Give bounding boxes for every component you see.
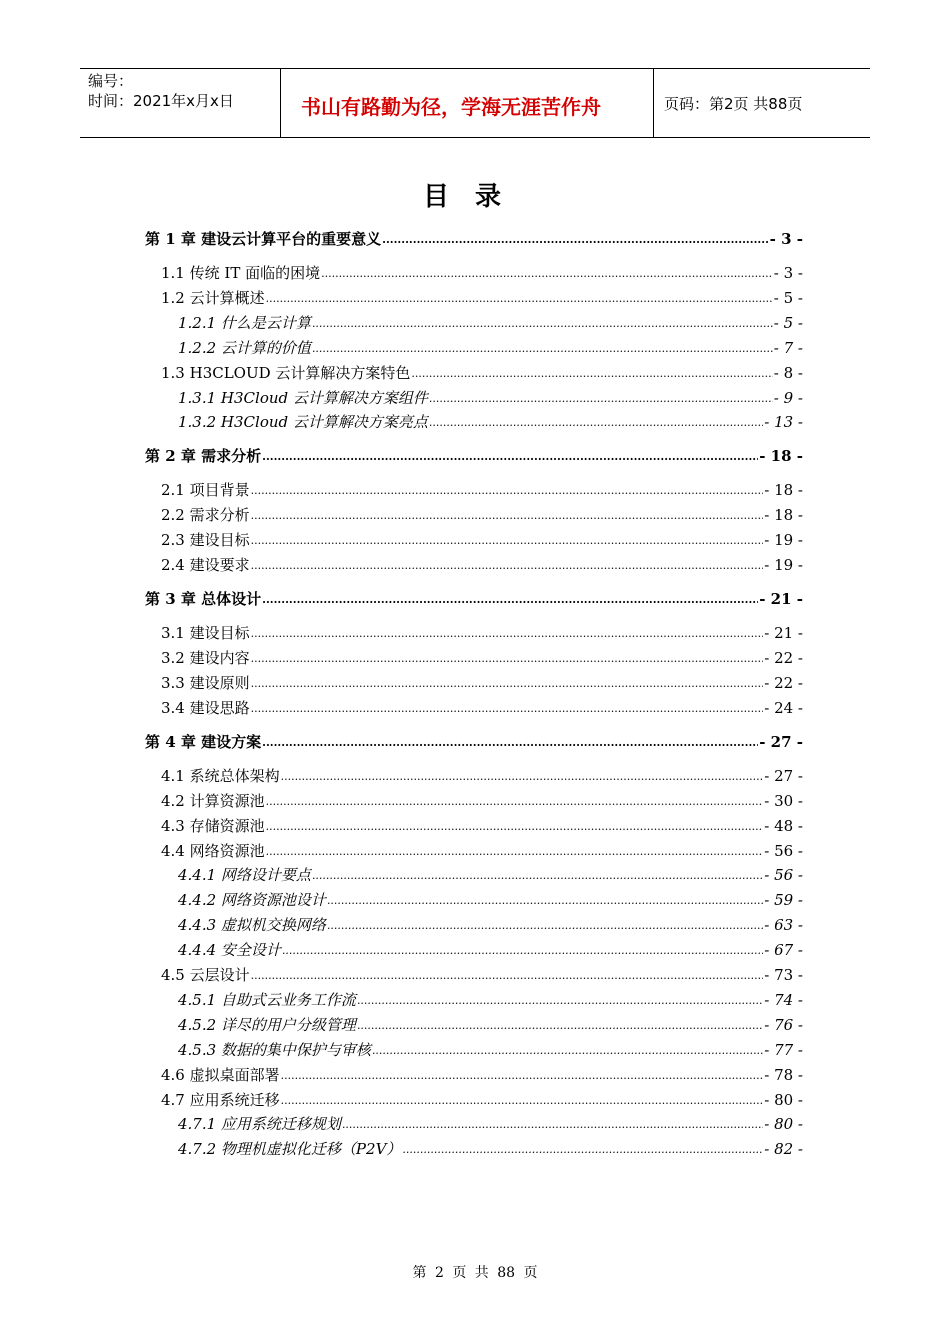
toc-subsection-entry[interactable] bbox=[178, 865, 803, 885]
toc-leader-dots bbox=[411, 362, 772, 384]
toc-entry-page: - 5 - bbox=[773, 313, 803, 332]
toc-section-entry[interactable] bbox=[161, 363, 803, 383]
toc-entry-page: - 80 - bbox=[764, 1090, 803, 1109]
page-footer bbox=[0, 1262, 950, 1282]
toc-section-entry[interactable] bbox=[161, 530, 803, 550]
toc-entry-title: 4.4.1 网络设计要点 bbox=[178, 866, 311, 885]
page-header bbox=[80, 68, 870, 138]
toc-entry-title: 3.2 建设内容 bbox=[161, 649, 250, 667]
toc-leader-dots bbox=[327, 889, 763, 911]
toc-entry-page: - 74 - bbox=[764, 990, 803, 1009]
toc-leader-dots bbox=[262, 445, 758, 467]
toc-leader-dots bbox=[251, 647, 764, 669]
toc-entry-page: - 22 - bbox=[764, 649, 803, 667]
toc-subsection-entry[interactable] bbox=[178, 1114, 803, 1134]
toc-leader-dots bbox=[281, 765, 764, 787]
toc-entry-page: - 63 - bbox=[764, 916, 803, 935]
toc-section-entry[interactable] bbox=[161, 766, 803, 786]
toc-leader-dots bbox=[342, 1113, 763, 1135]
toc-leader-dots bbox=[266, 790, 764, 812]
toc-leader-dots bbox=[251, 554, 764, 576]
toc-entry-title: 3.3 建设原则 bbox=[161, 673, 250, 692]
toc-leader-dots bbox=[312, 337, 773, 359]
header-motto: 书山有路勤为径，学海无涯苦作舟 bbox=[301, 95, 601, 119]
toc-leader-dots bbox=[321, 262, 773, 284]
toc-entry-title: 2.4 建设要求 bbox=[161, 556, 250, 575]
toc-leader-dots bbox=[357, 1014, 763, 1036]
toc-entry-page: - 80 - bbox=[764, 1115, 803, 1134]
toc-chapter-entry[interactable] bbox=[145, 589, 803, 609]
toc-entry-title: 4.5.3 数据的集中保护与审核 bbox=[178, 1040, 371, 1059]
footer-mid2: 共 bbox=[474, 1265, 489, 1281]
toc-leader-dots bbox=[262, 731, 758, 753]
toc-entry-title: 4.7.1 应用系统迁移规划 bbox=[178, 1115, 341, 1134]
toc-entry-title: 4.5.2 详尽的用户分级管理 bbox=[178, 1015, 356, 1034]
toc-entry-page: - 21 - bbox=[764, 624, 803, 643]
toc-entry-page: - 18 - bbox=[764, 506, 803, 525]
toc-entry-title: 1.3.1 H3Cloud 云计算解决方案组件 bbox=[178, 388, 428, 407]
toc-entry-title: 2.3 建设目标 bbox=[161, 531, 250, 550]
toc-leader-dots bbox=[266, 287, 773, 309]
toc-subsection-entry[interactable] bbox=[178, 313, 803, 333]
toc-entry-title: 1.3.2 H3Cloud 云计算解决方案亮点 bbox=[178, 413, 428, 432]
toc-leader-dots bbox=[357, 989, 763, 1011]
toc-entry-page: - 73 - bbox=[764, 966, 803, 984]
toc-entry-title: 1.1 传统 IT 面临的困境 bbox=[161, 264, 321, 282]
footer-mid1: 页 bbox=[452, 1265, 467, 1281]
toc-section-entry[interactable] bbox=[161, 816, 803, 836]
toc-entry-page: - 76 - bbox=[764, 1015, 803, 1034]
toc-entry-title: 4.7 应用系统迁移 bbox=[161, 1090, 280, 1109]
toc-leader-dots bbox=[281, 1089, 764, 1111]
toc-entry-title: 4.7.2 物理机虚拟化迁移（P2V） bbox=[178, 1140, 402, 1159]
toc-entry-title: 3.4 建设思路 bbox=[161, 698, 250, 717]
toc-entry-title: 第 1 章 建设云计算平台的重要意义 bbox=[145, 230, 382, 248]
toc-entry-page: - 19 - bbox=[764, 531, 803, 550]
toc-entry-title: 4.4.2 网络资源池设计 bbox=[178, 891, 326, 910]
toc-chapter-entry[interactable] bbox=[145, 446, 803, 466]
toc-entry-page: - 59 - bbox=[764, 891, 803, 910]
toc-subsection-entry[interactable] bbox=[178, 890, 803, 910]
toc-entry-page: - 9 - bbox=[773, 388, 803, 407]
toc-entry-title: 4.4.4 安全设计 bbox=[178, 941, 281, 960]
toc-section-entry[interactable] bbox=[161, 1065, 803, 1085]
toc-subsection-entry[interactable] bbox=[178, 388, 803, 408]
toc-entry-page: - 3 - bbox=[773, 264, 803, 282]
toc-leader-dots bbox=[327, 914, 763, 936]
toc-entry-page: - 13 - bbox=[764, 413, 803, 432]
toc-entry-page: - 8 - bbox=[773, 363, 803, 382]
toc-leader-dots bbox=[282, 939, 763, 961]
toc-entry-title: 4.6 虚拟桌面部署 bbox=[161, 1065, 280, 1084]
toc-leader-dots bbox=[251, 964, 764, 986]
toc-entry-page: - 18 - bbox=[759, 447, 803, 466]
toc-entry-title: 1.2 云计算概述 bbox=[161, 288, 265, 307]
toc-section-entry[interactable] bbox=[161, 480, 803, 500]
toc-leader-dots bbox=[429, 387, 773, 409]
toc-entry-title: 1.2.1 什么是云计算 bbox=[178, 313, 311, 332]
toc-subsection-entry[interactable] bbox=[178, 1139, 803, 1159]
toc-leader-dots bbox=[251, 672, 764, 694]
toc-section-entry[interactable] bbox=[161, 555, 803, 575]
document-date-label: 时间：2021年x月x日 bbox=[88, 92, 234, 110]
toc-section-entry[interactable] bbox=[161, 648, 803, 668]
toc-entry-page: - 3 - bbox=[769, 230, 803, 248]
footer-suffix: 页 bbox=[523, 1265, 538, 1281]
toc-section-entry[interactable] bbox=[161, 623, 803, 643]
toc-leader-dots bbox=[312, 312, 773, 334]
toc-entry-page: - 78 - bbox=[764, 1065, 803, 1084]
toc-entry-title: 4.2 计算资源池 bbox=[161, 791, 265, 810]
toc-entry-page: - 7 - bbox=[773, 338, 803, 357]
toc-entry-title: 第 2 章 需求分析 bbox=[145, 447, 262, 466]
toc-entry-page: - 24 - bbox=[764, 698, 803, 717]
toc-entry-page: - 30 - bbox=[764, 791, 803, 810]
toc-entry-title: 1.2.2 云计算的价值 bbox=[178, 338, 311, 357]
toc-subsection-entry[interactable] bbox=[178, 338, 803, 358]
toc-leader-dots bbox=[251, 479, 764, 501]
toc-entry-page: - 19 - bbox=[764, 556, 803, 575]
toc-section-entry[interactable] bbox=[161, 288, 803, 308]
toc-section-entry[interactable] bbox=[161, 965, 803, 985]
toc-leader-dots bbox=[251, 697, 764, 719]
toc-subsection-entry[interactable] bbox=[178, 1015, 803, 1035]
toc-chapter-entry[interactable] bbox=[145, 732, 803, 752]
toc-leader-dots bbox=[251, 622, 764, 644]
toc-leader-dots bbox=[281, 1064, 764, 1086]
toc-section-entry[interactable] bbox=[161, 1090, 803, 1110]
toc-section-entry[interactable] bbox=[161, 673, 803, 693]
toc-title: 目录 bbox=[422, 182, 527, 212]
header-page-cell bbox=[654, 69, 870, 137]
toc-entry-page: - 67 - bbox=[764, 941, 803, 960]
toc-entry-title: 3.1 建设目标 bbox=[161, 624, 250, 643]
toc-leader-dots bbox=[251, 504, 764, 526]
footer-total-pages: 88 bbox=[497, 1265, 516, 1281]
toc-entry-page: - 56 - bbox=[764, 841, 803, 860]
toc-leader-dots bbox=[266, 840, 764, 862]
toc-entry-title: 4.3 存储资源池 bbox=[161, 816, 265, 835]
toc-entry-page: - 27 - bbox=[764, 766, 803, 785]
toc-entry-title: 第 4 章 建设方案 bbox=[145, 732, 262, 751]
toc-entry-title: 第 3 章 总体设计 bbox=[145, 590, 262, 609]
toc-leader-dots bbox=[266, 815, 764, 837]
toc-leader-dots bbox=[382, 228, 769, 250]
toc-entry-page: - 56 - bbox=[764, 866, 803, 885]
footer-prefix: 第 bbox=[412, 1265, 427, 1281]
document-number-label: 编号： bbox=[88, 72, 134, 90]
toc-entry-page: - 21 - bbox=[759, 590, 803, 609]
toc-entry-title: 4.5 云层设计 bbox=[161, 966, 250, 984]
toc-leader-dots bbox=[251, 529, 764, 551]
toc-entry-title: 2.2 需求分析 bbox=[161, 506, 250, 525]
toc-entry-title: 2.1 项目背景 bbox=[161, 481, 250, 500]
toc-entry-title: 4.4.3 虚拟机交换网络 bbox=[178, 916, 326, 935]
toc-entry-page: - 27 - bbox=[759, 732, 803, 751]
toc-section-entry[interactable] bbox=[161, 698, 803, 718]
header-motto-cell bbox=[281, 69, 654, 137]
toc-entry-title: 4.4 网络资源池 bbox=[161, 841, 265, 860]
toc-subsection-entry[interactable] bbox=[178, 915, 803, 935]
toc-entry-page: - 48 - bbox=[764, 816, 803, 835]
header-meta-cell bbox=[80, 69, 281, 137]
toc-entry-title: 4.5.1 自助式云业务工作流 bbox=[178, 990, 356, 1009]
toc-subsection-entry[interactable] bbox=[178, 940, 803, 960]
toc-entry-title: 1.3 H3CLOUD 云计算解决方案特色 bbox=[161, 363, 411, 382]
toc-entry-title: 4.1 系统总体架构 bbox=[161, 766, 280, 785]
toc-leader-dots bbox=[402, 1138, 763, 1160]
header-page-info: 页码：第2页 共88页 bbox=[664, 95, 803, 113]
toc-entry-page: - 18 - bbox=[764, 481, 803, 500]
toc-section-entry[interactable] bbox=[161, 505, 803, 525]
footer-current-page: 2 bbox=[434, 1265, 444, 1281]
toc-section-entry[interactable] bbox=[161, 841, 803, 861]
toc-entry-page: - 82 - bbox=[764, 1140, 803, 1159]
toc-leader-dots bbox=[372, 1039, 763, 1061]
toc-entry-page: - 77 - bbox=[764, 1040, 803, 1059]
toc-entry-page: - 22 - bbox=[764, 673, 803, 692]
toc-entry-page: - 5 - bbox=[773, 288, 803, 307]
toc-subsection-entry[interactable] bbox=[178, 412, 803, 432]
toc-subsection-entry[interactable] bbox=[178, 990, 803, 1010]
toc-section-entry[interactable] bbox=[161, 263, 803, 283]
toc-chapter-entry[interactable] bbox=[145, 229, 803, 249]
toc-leader-dots bbox=[429, 411, 763, 433]
toc-subsection-entry[interactable] bbox=[178, 1040, 803, 1060]
toc-leader-dots bbox=[312, 864, 763, 886]
toc-section-entry[interactable] bbox=[161, 791, 803, 811]
toc-leader-dots bbox=[262, 588, 758, 610]
